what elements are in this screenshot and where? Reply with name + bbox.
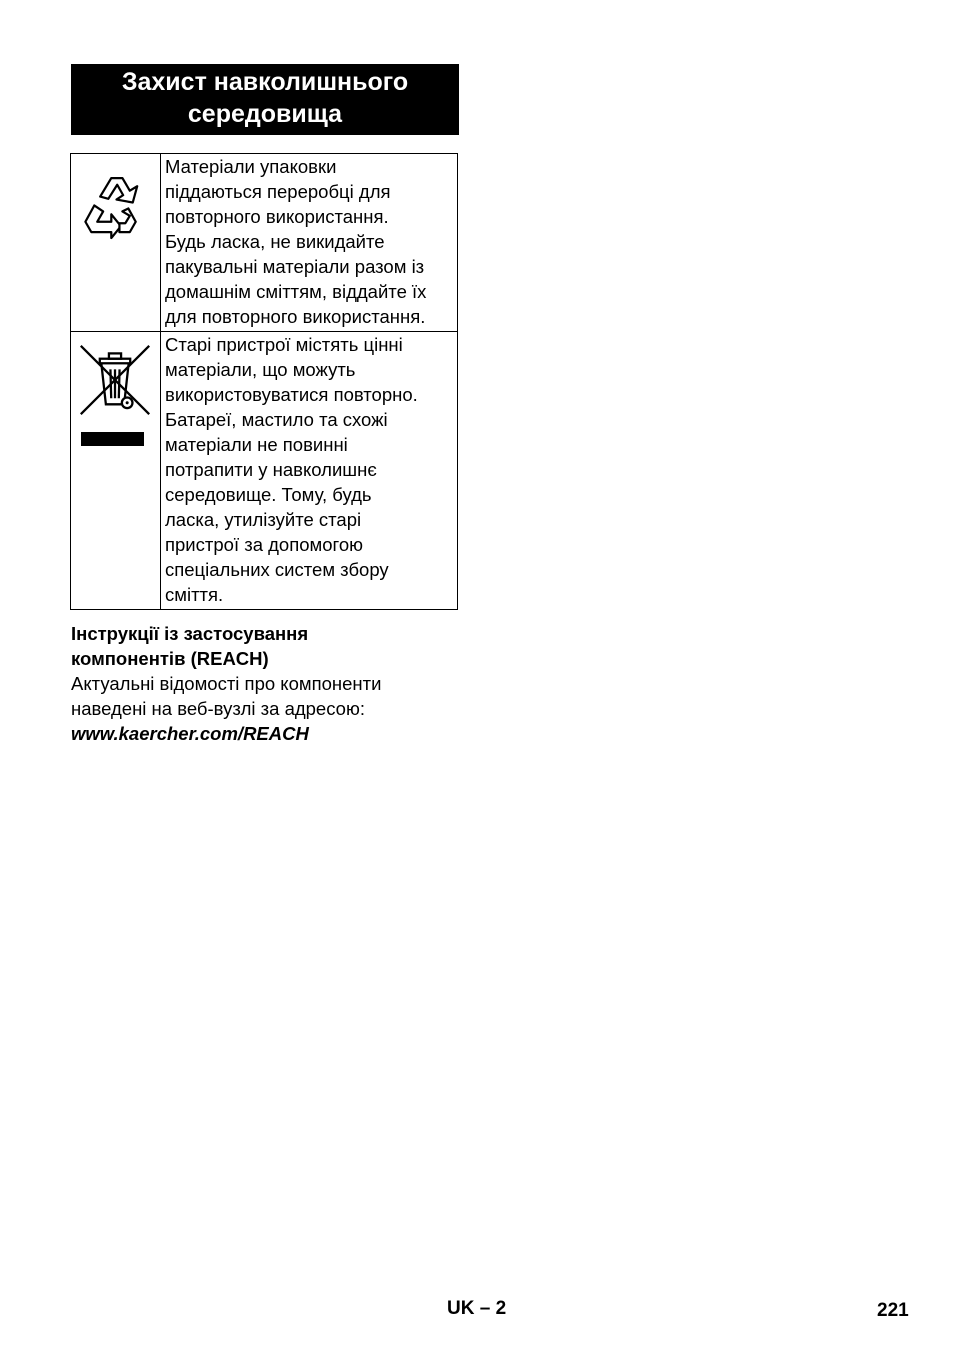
section-title bbox=[71, 64, 459, 135]
text-line: піддаються переробці для bbox=[165, 181, 391, 202]
text-line: для повторного використання. bbox=[165, 306, 426, 327]
text-line: матеріали не повинні bbox=[165, 434, 348, 455]
reach-body-line-1: Актуальні відомості про компоненти bbox=[71, 673, 382, 694]
reach-heading-line-2: компонентів (REACH) bbox=[71, 648, 269, 669]
text-line: ласка, утилізуйте старі bbox=[165, 509, 362, 530]
text-line: Будь ласка, не викидайте bbox=[165, 231, 385, 252]
section-title-line-2: середовища bbox=[187, 100, 343, 128]
footer-section-label: UK – 2 bbox=[447, 1298, 507, 1319]
icon-cell bbox=[71, 332, 161, 610]
text-line: Батареї, мастило та схожі bbox=[165, 409, 388, 430]
text-line: сміття. bbox=[165, 584, 224, 605]
reach-url: www.kaercher.com/REACH bbox=[71, 723, 309, 744]
reach-heading-line-1: Інструкції із застосування bbox=[71, 623, 309, 644]
text-line: потрапити у навколишнє bbox=[165, 459, 377, 480]
recycling-text bbox=[161, 154, 458, 332]
text-line: пакувальні матеріали разом із bbox=[165, 256, 425, 277]
table-row bbox=[71, 332, 458, 610]
section-title-line-1: Захист навколишнього bbox=[121, 68, 409, 96]
text-line: спеціальних систем збору bbox=[165, 559, 389, 580]
text-line: пристрої за допомогою bbox=[165, 534, 364, 555]
crossed-out-bin-icon bbox=[77, 342, 153, 418]
page-number: 221 bbox=[877, 1300, 909, 1321]
text-line: використовуватися повторно. bbox=[165, 384, 418, 405]
environment-info-table bbox=[70, 153, 458, 610]
table-row bbox=[71, 154, 458, 332]
black-bar bbox=[81, 432, 144, 446]
reach-body-line-2: наведені на веб-вузлі за адресою: bbox=[71, 698, 365, 719]
text-line: повторного використання. bbox=[165, 206, 389, 227]
text-line: середовище. Тому, будь bbox=[165, 484, 372, 505]
text-line: Старі пристрої містять цінні bbox=[165, 334, 403, 355]
recycle-icon bbox=[78, 167, 152, 241]
disposal-text bbox=[161, 332, 458, 610]
icon-cell bbox=[71, 154, 161, 332]
reach-section bbox=[71, 621, 471, 746]
text-line: Матеріали упаковки bbox=[165, 156, 337, 177]
text-line: матеріали, що можуть bbox=[165, 359, 356, 380]
text-line: домашнім сміттям, віддайте їх bbox=[165, 281, 427, 302]
